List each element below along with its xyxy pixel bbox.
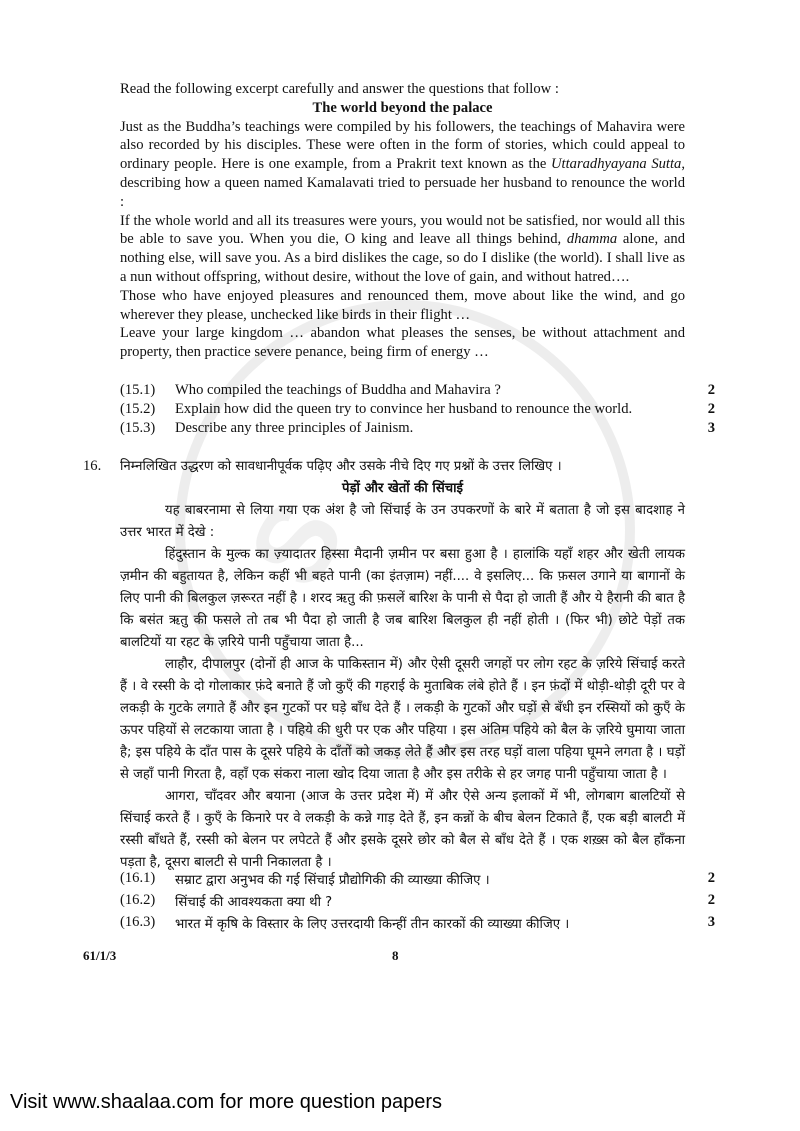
- q16-intro: निम्नलिखित उद्धरण को सावधानीपूर्वक पढ़िए और उसके नीचे दिए गए प्रश्नों के उत्तर लिखिए ।: [120, 459, 562, 474]
- q16-para4: आगरा, चाँदवर और बयाना (आज के उत्तर प्रदेश में) में और ऐसे अन्य इलाकों में भी, लोगबाग बालटियों से सिंचाई करते हैं । कुएँ के किनारे पर वे लकड़ी के कन्ने गाड़ देते हैं, इन कन्नों के बीच बेलन टिकाते हैं, एक बड़ी बालटी में रस्सी बाँधते हैं, रस्सी को बेलन पर लपेटते हैं और इसके दूसरे छोर को बैल से बाँध देते हैं । एक शख़्स को बैल हाँकना पड़ता है, दूसरा बालटी से पानी निकालता है ।: [120, 789, 685, 870]
- q15-title: The world beyond the palace: [312, 99, 493, 116]
- question-16-2: (16.2) सिंचाई की आवश्यकता क्या थी ? 2: [120, 892, 715, 910]
- question-16-number: 16.: [83, 458, 102, 474]
- question-15-3: (15.3) Describe any three principles of Jainism. 3: [120, 420, 715, 436]
- q16-para1: यह बाबरनामा से लिया गया एक अंश है जो सिंचाई के उन उपकरणों के बारे में बताता है जो इस बादशाह ने उत्तर भारत में देखे :: [120, 503, 685, 540]
- question-15-1: (15.1) Who compiled the teachings of Buddha and Mahavira ? 2: [120, 382, 715, 398]
- question-16-1: (16.1) सम्राट द्वारा अनुभव की गई सिंचाई प्रौद्योगिकी की व्याख्या कीजिए । 2: [120, 870, 715, 888]
- q16-para2: हिंदुस्तान के मुल्क का ज़्यादातर हिस्सा मैदानी ज़मीन पर बसा हुआ है । हालांकि यहाँ शहर और खेती लायक ज़मीन की बहुतायत है, लेकिन कहीं भी बहते पानी (का इंतज़ाम) नहीं.... वे इसलिए... कि फ़सल उगाने या बागानों के लिए पानी की बिलकुल ज़रूरत नहीं है । शरद ऋतु की फ़सलें बारिश के पानी से पैदा हो जाती हैं और ये हैरानी की बात है कि बसंत ऋतु की फसले तो तब भी पैदा हो जाती है जब बारिश बिलकुल ही नहीं होती । (फिर भी) छोटे पेड़ों तक बालटियों या रहट के ज़रिये पानी पहुँचाया जाता है...: [120, 547, 685, 650]
- question-15-2: (15.2) Explain how did the queen try to convince her husband to renounce the world. 2: [120, 401, 715, 417]
- watermark-logo: S: [225, 480, 369, 607]
- q16-title: पेड़ों और खेतों की सिंचाई: [341, 481, 464, 496]
- question-15-passage: [120, 80, 685, 362]
- question-16-3: (16.3) भारत में कृषि के विस्तार के लिए उत्तरदायी किन्हीं तीन कारकों की व्याख्या कीजिए । 3: [120, 914, 715, 932]
- q16-para3: लाहौर, दीपालपुर (दोनों ही आज के पाकिस्तान में) और ऐसी दूसरी जगहों पर लोग रहट के ज़रिये सिंचाई करते हैं । वे रस्सी के दो गोलाकार फ़ंदे बनाते हैं जो कुएँ की गहराई के मुताबिक लंबे होते हैं । इन फ़ंदों में थोड़ी-थोड़ी दूरी पर वे लकड़ी के गुटके लगाते हैं और इन गुटकों पर घड़े बाँध देते हैं । लकड़ी के गुटकों और घड़ों से बँधी इन रस्सियों को कुएँ के ऊपर पहियों से लटकाया जाता है । पहिये की धुरी पर एक और पहिया । इस अंतिम पहिये को बैल के ज़रिये घुमाया जाता है; इस पहिये के दाँत पास के दूसरे पहिये के दाँतों को जकड़ लेते हैं और इस तरह घड़ों वाला पहिया घूमने लगता है । घड़ों से जहाँ पानी गिरता है, वहाँ एक संकरा नाला खोद दिया जाता है और इस तरीके से हर जगह पानी पहुँचाया जाता है ।: [120, 657, 685, 782]
- paper-code: 61/1/3: [83, 948, 117, 963]
- page-number: 8: [392, 948, 399, 963]
- q15-para4: Leave your large kingdom … abandon what pleases the senses, be without attachment and property, then practice severe penance, being firm of energy …: [120, 325, 685, 361]
- q15-para1: Just as the Buddha’s teachings were compiled by his followers, the teachings of Mahavira were also recorded by his disciples. These were often in the form of stories, which could appeal to ordinary people. Here is one example, from a Prakrit text known as the Uttaradhyayana Sutta, describing how a queen named Kamalavati tried to persuade her husband to renounce the world :: [120, 118, 685, 210]
- q15-intro: Read the following excerpt carefully and answer the questions that follow :: [120, 81, 559, 97]
- q15-para3: Those who have enjoyed pleasures and renounced them, move about like the wind, and go wherever they please, unchecked like birds in their flight …: [120, 287, 685, 323]
- footer-visit-link[interactable]: Visit www.shaalaa.com for more question papers: [10, 1091, 443, 1113]
- question-16-passage: [120, 456, 685, 874]
- q15-para2: If the whole world and all its treasures were yours, you would not be satisfied, nor would all this be able to save you. When you die, O king and leave all things behind, dhamma alone, and nothing else, will save you. As a bird dislikes the cage, so do I dislike (the world). I shall live as a nun without offspring, without desire, without the love of gain, and without hatred….: [120, 212, 685, 285]
